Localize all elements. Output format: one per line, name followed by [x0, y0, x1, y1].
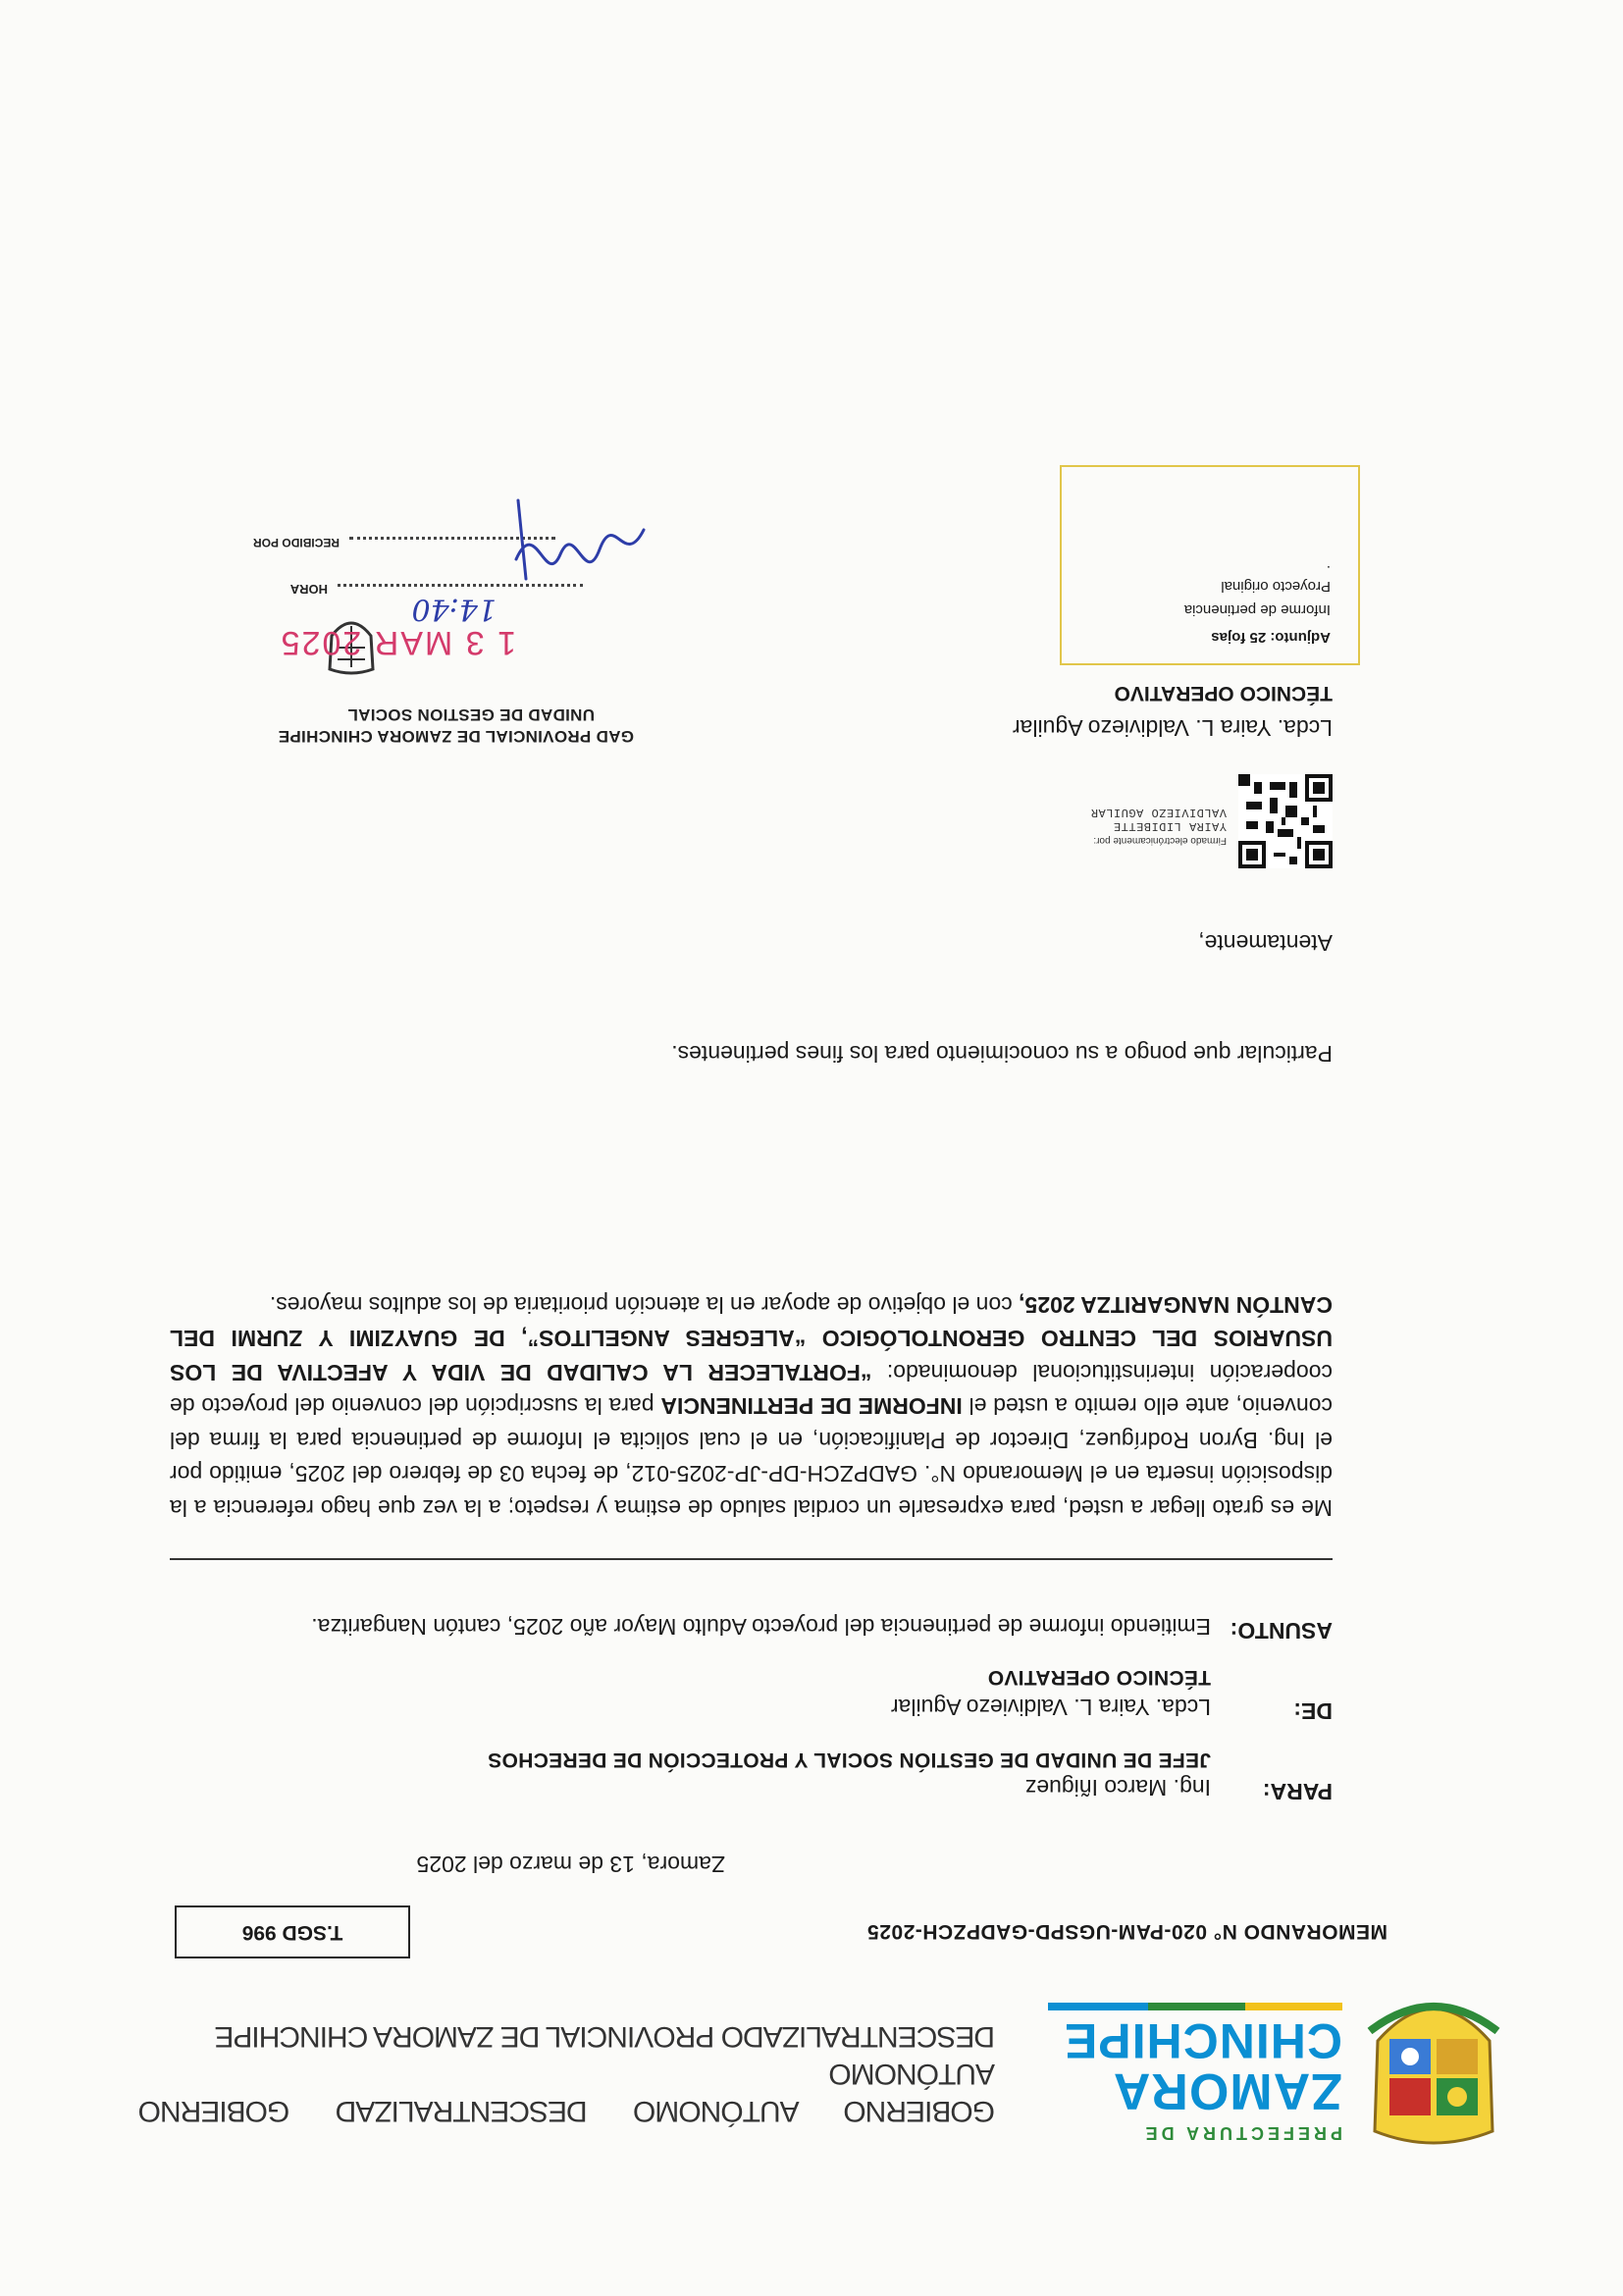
brand-wordmark [1019, 2003, 1342, 2143]
signer-title: TÉCNICO OPERATIVO [1114, 682, 1333, 704]
stamp-hour-value: 14:40 [411, 592, 497, 626]
qr-code-icon [1238, 774, 1333, 868]
institution-line-1: GOBIERNO AUTÓNOMO DESCENTRALIZAD GOBIERNO AUTÓNOMO [138, 2058, 995, 2127]
from-label: DE: [1293, 1698, 1333, 1724]
signature-name-line-1: YAIRA LIDIBETTE [1113, 819, 1227, 833]
annex-box [1060, 465, 1360, 665]
date-line: Zamora, 13 de marzo del 2025 [416, 1852, 725, 1877]
annex-label: Adjunto: 25 fojas [1211, 629, 1331, 646]
brand-color-bar [1048, 2003, 1342, 2010]
subject-label: ASUNTO: [1230, 1618, 1333, 1644]
from-title: TÉCNICO OPERATIVO [987, 1666, 1211, 1689]
brand-line-1: ZAMORA [1112, 2062, 1342, 2119]
p1-report-title: INFORME DE PERTINENCIA [660, 1393, 963, 1420]
p1-text-a: Me es grato llegar a usted, para expresarle un cordial saludo de estima y respeto; a la vez que hago referencia a la disposición inserta en el Memorando N°. GADPZCH-DP-JP-2025-012, de fecha 03 de febrero del 2025, emitido por el Ing. Byron Rodríguez, Director de Planificación, en el cual solicita el Informe de pertinencia para la firma del convenio, ante ello remito a usted el [170, 1393, 1333, 1521]
subject-text: Emitiendo informe de pertinencia del proyecto Adulto Mayor año 2025, cantón Nangaritza. [311, 1614, 1211, 1640]
stamp-received-label: RECIBIDO POR [252, 536, 340, 549]
electronic-signature [920, 760, 1333, 868]
from-name: Lcda. Yaira L. Valdiviezo Aguilar [890, 1695, 1211, 1720]
to-name: Ing. Marco Iñiguez [1024, 1775, 1211, 1800]
tsgd-box: T.SGD 996 [175, 1905, 410, 1958]
signature-name-line-2: VALDIVIEZO AGUILAR [1090, 806, 1227, 819]
stamp-line-2: UNIDAD DE GESTION SOCIAL [347, 705, 595, 724]
stamp-date: 1 3 MAR 2025 [279, 624, 516, 661]
crest-logo-icon [1360, 1984, 1507, 2149]
reception-stamp [251, 451, 663, 746]
handwritten-signature-icon [497, 491, 654, 589]
signature-caption-small: Firmado electrónicamente por: [1093, 835, 1227, 846]
signer-name: Lcda. Yaira L. Valdiviezo Aguilar [1012, 715, 1333, 741]
stamp-hour-label: HORA [289, 582, 328, 597]
to-title: JEFE DE UNIDAD DE GESTIÓN SOCIAL Y PROTECCIÓN DE DERECHOS [487, 1748, 1211, 1771]
p1-text-c: para la suscripción del convenio del proyecto de cooperación interinstitucional denominado: [169, 1360, 1333, 1420]
stamp-line-1: GAD PROVINCIAL DE ZAMORA CHINCHIPE [278, 727, 634, 746]
institution-name [112, 2017, 995, 2129]
brand-kicker: PREFECTURA DE [1141, 2123, 1342, 2143]
brand-line-2: CHINCHIPE [1063, 2013, 1342, 2068]
header-divider [170, 1558, 1333, 1560]
memo-number: MEMORANDO N° 020-PAM-UGSPD-GADPZCH-2025 [866, 1920, 1387, 1943]
annex-item: Proyecto original [1221, 578, 1331, 595]
annex-trailing: . [1326, 562, 1331, 579]
p1-text-e: con el objetivo de apoyar en la atención prioritaria de los adultos mayores. [269, 1292, 1020, 1318]
body-paragraph-1 [170, 1288, 1333, 1526]
institution-line-2: DESCENTRALIZADO PROVINCIAL DE ZAMORA CHINCHIPE [215, 2020, 995, 2053]
closing: Atentamente, [1198, 930, 1333, 956]
to-label: PARA: [1262, 1779, 1333, 1804]
body-paragraph-2: Particular que pongo a su conocimiento para los fines pertinentes. [671, 1041, 1333, 1067]
signature-caption [1090, 806, 1227, 847]
annex-item: Informe de pertinencia [1183, 601, 1331, 618]
p1-project-name: “FORTALECER LA CALIDAD DE VIDA Y AFECTIVA DE LOS USUARIOS DEL CENTRO GERONTOLÓGICO “ALEGRES ANGELITOS”, DE GUAYZIMI Y ZURMI DEL CANTÓN NANGARITZA 2025, [170, 1292, 1333, 1385]
